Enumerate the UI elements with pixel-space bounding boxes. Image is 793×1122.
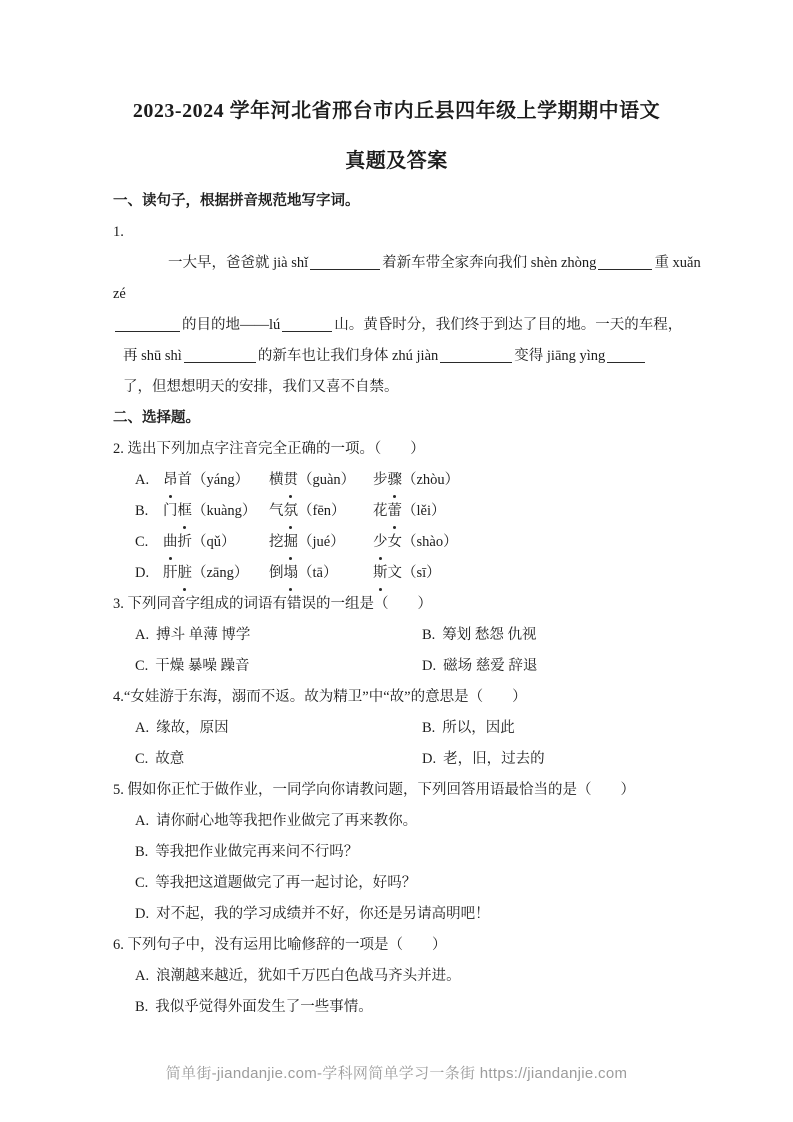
word-rest: （jué）	[298, 534, 345, 550]
option-text: 干燥 暴噪 躁音	[155, 658, 250, 674]
q2-option-b-item-1	[163, 496, 269, 527]
word-rest: （fēn）	[298, 503, 346, 519]
dotted-character: 斯	[373, 558, 388, 589]
option-letter: D.	[422, 751, 437, 767]
word-rest: 折（qǔ）	[177, 534, 236, 550]
dotted-character: 掘	[284, 527, 299, 558]
q5-option-a	[113, 806, 689, 837]
option-text: 浪潮越来越近，犹如千万匹白色战马齐头并进。	[156, 968, 461, 984]
answer-blank	[115, 316, 180, 332]
option-text: 我似乎觉得外面发生了一些事情。	[155, 999, 373, 1015]
section-2-heading: 二、选择题。	[113, 410, 200, 426]
q4-options-row-1	[113, 713, 689, 744]
q1-text-segment: 一大早，爸爸就 jià shǐ	[168, 255, 309, 271]
option-letter: D.	[422, 658, 437, 674]
answer-blank	[607, 347, 645, 363]
q2-option-a-item-2	[269, 465, 373, 496]
q4-option-d	[422, 744, 689, 775]
q1-line-3	[113, 310, 689, 341]
dotted-character: 脏	[178, 558, 193, 589]
word-prefix: 倒	[269, 565, 284, 581]
dotted-character: 氛	[284, 496, 299, 527]
page-title	[0, 0, 793, 186]
q1-line-2: zé	[113, 286, 126, 302]
option-letter: C.	[135, 658, 149, 674]
q2-option-b	[113, 496, 689, 527]
word-prefix: 门	[163, 503, 178, 519]
option-text: 磁场 慈爱 辞退	[443, 658, 538, 674]
q2-option-b-item-3	[373, 496, 689, 527]
word-rest: （tā）	[298, 565, 338, 581]
answer-blank	[184, 347, 256, 363]
word-rest: （guàn）	[298, 472, 356, 488]
word-rest: 文（sī）	[387, 565, 441, 581]
title-line-2: 真题及答案	[345, 150, 448, 172]
q1-text-segment: 变得 jiāng yìng	[514, 348, 606, 364]
q2-option-a-item-1	[163, 465, 269, 496]
watermark-footer: 简单街-jiandanjie.com-学科网简单学习一条街 https://jiandanjie.com	[165, 1065, 628, 1082]
q1-text-segment: 山。黄昏时分，我们终于到达了目的地。一天的车程，	[334, 317, 683, 333]
option-letter: B.	[422, 720, 436, 736]
word-prefix: 肝	[163, 565, 178, 581]
document-body	[113, 186, 701, 1023]
word-prefix: 横	[269, 472, 284, 488]
q2-option-a-item-3	[373, 465, 689, 496]
dotted-character: 昂	[163, 465, 178, 496]
answer-blank	[282, 316, 332, 332]
title-line-1: 2023-2024 学年河北省邢台市内丘县四年级上学期期中语文	[132, 100, 661, 122]
q5-option-d	[113, 899, 689, 930]
answer-blank	[440, 347, 512, 363]
question-2-label: 2. 选出下列加点字注音完全正确的一项。（ ）	[113, 441, 425, 457]
question-3-label: 3. 下列同音字组成的词语有错误的一组是（ ）	[113, 596, 432, 612]
q1-line-4	[113, 341, 689, 372]
option-text: 等我把这道题做完了再一起讨论，好吗？	[155, 875, 417, 891]
q1-line-5: 了，但想想明天的安排，我们又喜不自禁。	[123, 379, 399, 395]
option-letter: C.	[135, 534, 149, 550]
option-text: 筹划 愁怨 仇视	[442, 627, 537, 643]
word-rest: （zhòu）	[402, 472, 460, 488]
q1-line-1	[113, 248, 701, 279]
q4-option-a	[135, 713, 422, 744]
q2-option-d-item-1	[163, 558, 269, 589]
option-letter: B.	[135, 844, 149, 860]
dotted-character: 少	[373, 527, 388, 558]
option-text: 老，旧，过去的	[443, 751, 545, 767]
q3-options-row-2	[113, 651, 689, 682]
q2-option-c-item-1	[163, 527, 269, 558]
option-letter: B.	[422, 627, 436, 643]
q2-option-c-item-2	[269, 527, 373, 558]
option-text: 搏斗 单薄 博学	[156, 627, 251, 643]
q3-option-c	[135, 651, 422, 682]
option-letter: A.	[135, 627, 150, 643]
question-5-label: 5. 假如你正忙于做作业，一同学向你请教问题，下列回答用语最恰当的是（ ）	[113, 782, 635, 798]
q1-text-segment: 再 shū shì	[123, 348, 182, 364]
q3-option-d	[422, 651, 689, 682]
option-letter: D.	[135, 565, 150, 581]
q6-option-a	[113, 961, 689, 992]
q2-option-a	[113, 465, 689, 496]
option-letter: C.	[135, 875, 149, 891]
q2-option-c	[113, 527, 689, 558]
q2-option-d	[113, 558, 689, 589]
option-letter: A.	[135, 720, 150, 736]
option-text: 缘故，原因	[156, 720, 229, 736]
q1-text-segment: 的新车也让我们身体 zhú jiàn	[257, 348, 439, 364]
q5-option-c	[113, 868, 689, 899]
q2-option-b-item-2	[269, 496, 373, 527]
dotted-character: 框	[178, 496, 193, 527]
q3-option-b	[422, 620, 689, 651]
option-text: 等我把作业做完再来问不行吗？	[155, 844, 359, 860]
option-letter: B.	[135, 999, 149, 1015]
q3-option-a	[135, 620, 422, 651]
q1-text-segment: 重 xuǎn	[654, 255, 701, 271]
dotted-character: 骤	[388, 465, 403, 496]
option-letter: C.	[135, 751, 149, 767]
dotted-character: 贯	[284, 465, 299, 496]
q2-option-d-item-2	[269, 558, 373, 589]
q2-option-c-item-3	[373, 527, 689, 558]
word-prefix: 步	[373, 472, 388, 488]
answer-blank	[598, 254, 652, 270]
dotted-character: 曲	[163, 527, 178, 558]
section-1-heading: 一、读句子，根据拼音规范地写字词。	[113, 193, 360, 209]
option-letter: B.	[135, 503, 149, 519]
option-letter: A.	[135, 472, 150, 488]
q3-options-row-1	[113, 620, 689, 651]
option-letter: D.	[135, 906, 150, 922]
question-6-label: 6. 下列句子中，没有运用比喻修辞的一项是（ ）	[113, 937, 447, 953]
option-letter: A.	[135, 813, 150, 829]
dotted-character: 蕾	[388, 496, 403, 527]
q2-option-d-item-3	[373, 558, 689, 589]
q6-option-b	[113, 992, 689, 1023]
q4-option-b	[422, 713, 689, 744]
q5-option-b	[113, 837, 689, 868]
word-prefix: 挖	[269, 534, 284, 550]
word-prefix: 花	[373, 503, 388, 519]
word-rest: 女（shào）	[387, 534, 458, 550]
option-text: 请你耐心地等我把作业做完了再来教你。	[156, 813, 418, 829]
word-rest: （zāng）	[192, 565, 249, 581]
word-prefix: 气	[269, 503, 284, 519]
answer-blank	[310, 254, 380, 270]
question-1-number: 1.	[113, 224, 124, 240]
word-rest: （lěi）	[402, 503, 446, 519]
question-1-passage	[113, 248, 701, 403]
option-letter: A.	[135, 968, 150, 984]
word-rest: （kuàng）	[192, 503, 257, 519]
option-text: 对不起，我的学习成绩并不好，你还是另请高明吧！	[156, 906, 490, 922]
q1-text-segment: 的目的地——lú	[182, 317, 281, 333]
dotted-character: 塌	[284, 558, 299, 589]
option-text: 故意	[155, 751, 185, 767]
question-4-label: 4.“女娃游于东海，溺而不返。故为精卫”中“故”的意思是（ ）	[113, 689, 527, 705]
option-text: 所以，因此	[442, 720, 515, 736]
word-rest: 首（yáng）	[177, 472, 250, 488]
q4-options-row-2	[113, 744, 689, 775]
q1-text-segment: 着新车带全家奔向我们 shèn zhòng	[382, 255, 597, 271]
q4-option-c	[135, 744, 422, 775]
